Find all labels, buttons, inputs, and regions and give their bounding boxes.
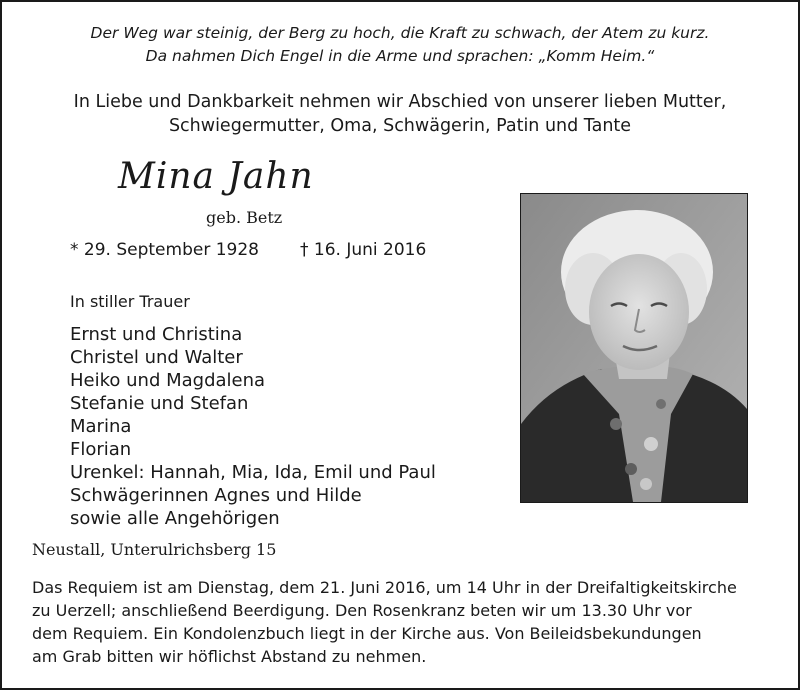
farewell-intro bbox=[0, 90, 800, 138]
death-date: † 16. Juni 2016 bbox=[300, 240, 427, 260]
intro-line: Schwiegermutter, Oma, Schwägerin, Patin und Tante bbox=[168, 116, 632, 136]
quote-line: Der Weg war steinig, der Berg zu hoch, die Kraft zu schwach, der Atem zu kurz. bbox=[90, 24, 710, 42]
requiem-info bbox=[32, 576, 737, 668]
maiden-name: geb. Betz bbox=[206, 208, 283, 227]
birth-date: * 29. September 1928 bbox=[70, 240, 259, 260]
deceased-name: Mina Jahn bbox=[118, 156, 314, 197]
list-item: Ernst und Christina bbox=[70, 324, 243, 345]
list-item: Stefanie und Stefan bbox=[70, 393, 249, 414]
requiem-line: Das Requiem ist am Dienstag, dem 21. Juni 2016, um 14 Uhr in der Dreifaltigkeitskirche bbox=[32, 578, 737, 597]
family-address: Neustall, Unterulrichsberg 15 bbox=[32, 540, 277, 559]
mourners-list bbox=[70, 323, 436, 530]
list-item: Schwägerinnen Agnes und Hilde bbox=[70, 485, 362, 506]
intro-line: In Liebe und Dankbarkeit nehmen wir Abschied von unserer lieben Mutter, bbox=[73, 92, 727, 112]
list-item: Christel und Walter bbox=[70, 347, 243, 368]
list-item: sowie alle Angehörigen bbox=[70, 508, 280, 529]
portrait-photo bbox=[520, 193, 748, 503]
opening-quote bbox=[0, 22, 800, 68]
quote-line: Da nahmen Dich Engel in die Arme und sprachen: „Komm Heim.“ bbox=[145, 47, 655, 65]
list-item: Marina bbox=[70, 416, 132, 437]
requiem-line: zu Uerzell; anschließend Beerdigung. Den Rosenkranz beten wir um 13.30 Uhr vor bbox=[32, 601, 692, 620]
list-item: Urenkel: Hannah, Mia, Ida, Emil und Paul bbox=[70, 462, 436, 483]
portrait-image bbox=[521, 194, 747, 502]
requiem-line: am Grab bitten wir höflichst Abstand zu nehmen. bbox=[32, 647, 427, 666]
requiem-line: dem Requiem. Ein Kondolenzbuch liegt in der Kirche aus. Von Beileidsbekundungen bbox=[32, 624, 702, 643]
list-item: Florian bbox=[70, 439, 132, 460]
mourning-heading: In stiller Trauer bbox=[70, 292, 190, 311]
list-item: Heiko und Magdalena bbox=[70, 370, 266, 391]
